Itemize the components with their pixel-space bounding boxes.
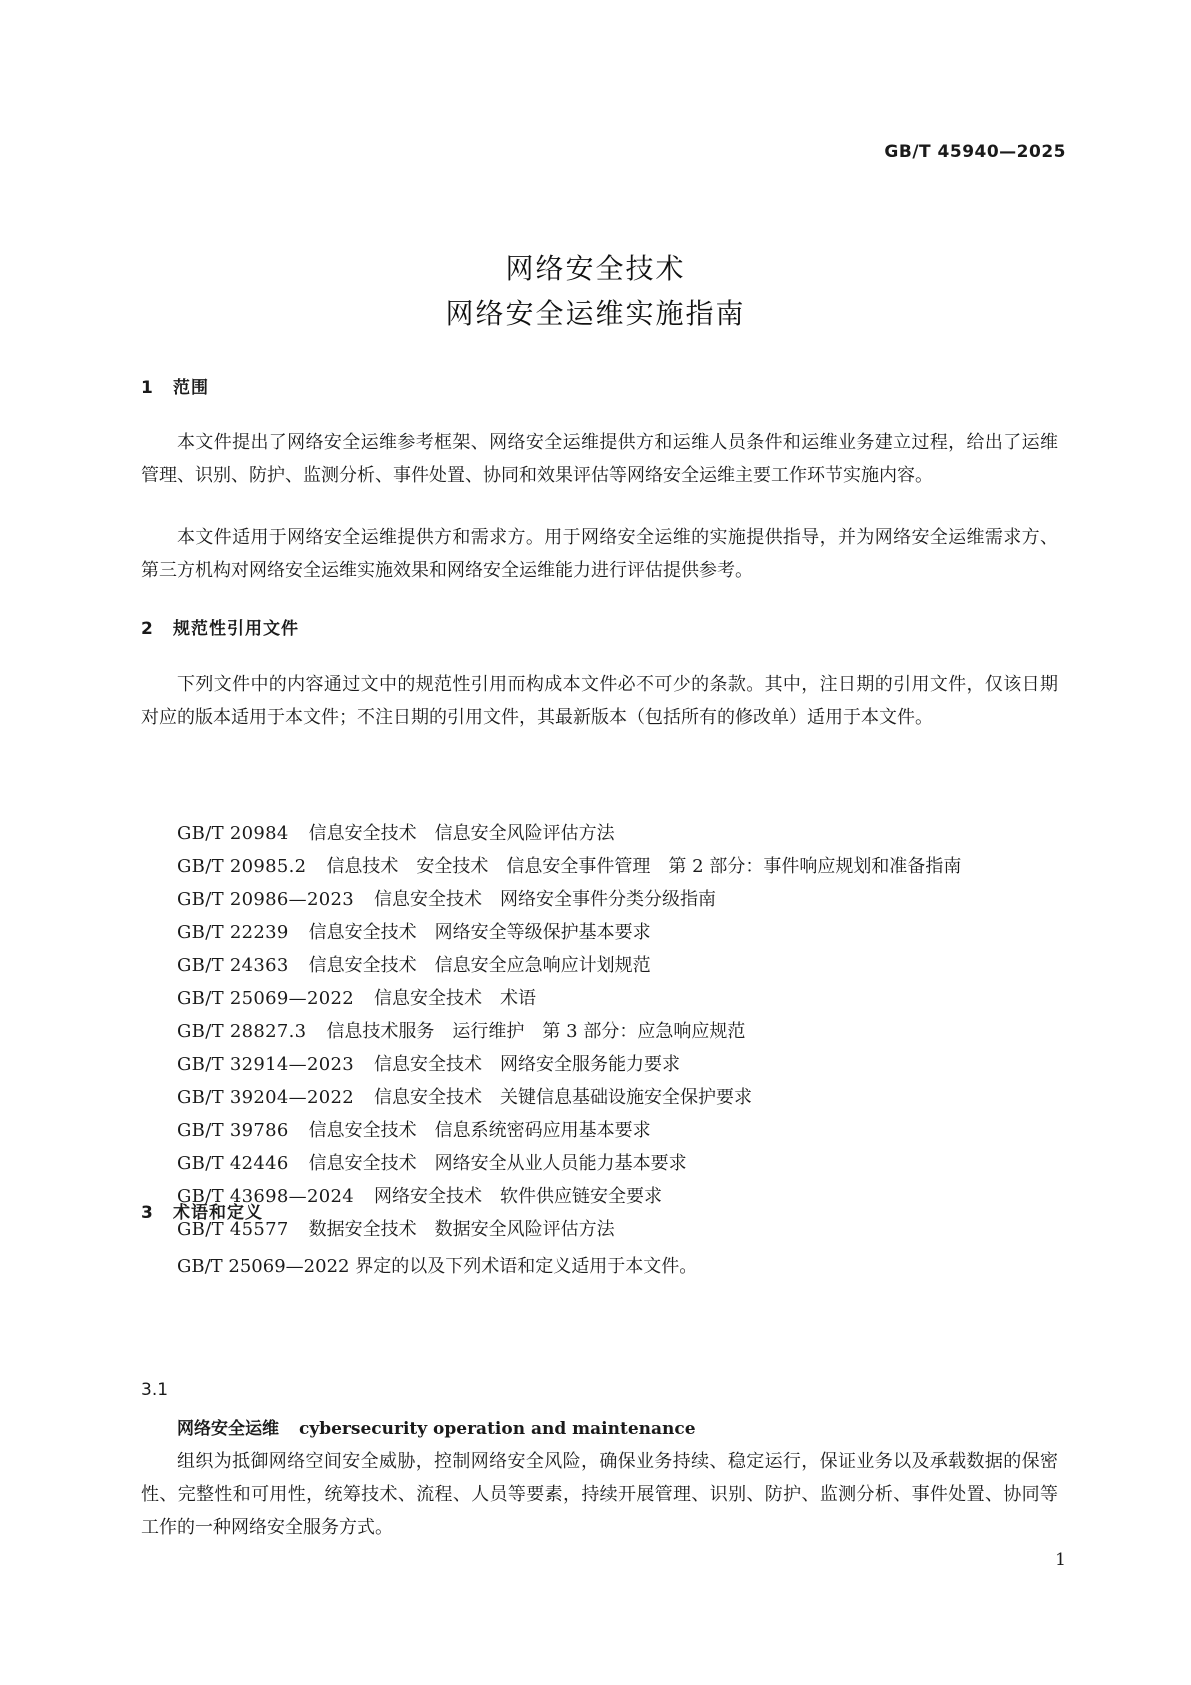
reference-code: GB/T 39786 xyxy=(177,1120,289,1141)
document-title-line-2: 网络安全运维实施指南 xyxy=(445,297,746,330)
reference-title: 信息技术服务 运行维护 第 3 部分：应急响应规范 xyxy=(326,1021,746,1042)
scope-paragraph-2: 本文件适用于网络安全运维提供方和需求方。用于网络安全运维的实施提供指导，并为网络安全运维需求方、第三方机构对网络安全运维实施效果和网络安全运维能力进行评估提供参考。 xyxy=(141,527,1058,581)
reference-code: GB/T 20985.2 xyxy=(177,856,307,877)
section-number: 1 xyxy=(141,378,154,398)
section-heading-scope xyxy=(141,373,209,398)
term-name-chinese: 网络安全运维 xyxy=(177,1419,279,1439)
reference-code: GB/T 39204—2022 xyxy=(177,1087,354,1108)
reference-item xyxy=(177,817,961,850)
reference-title: 网络安全技术 软件供应链安全要求 xyxy=(373,1186,662,1207)
reference-title: 信息安全技术 网络安全从业人员能力基本要求 xyxy=(308,1153,687,1174)
reference-code: GB/T 22239 xyxy=(177,922,289,943)
term-number: 3.1 xyxy=(141,1380,169,1400)
section-number: 3 xyxy=(141,1203,154,1223)
reference-title: 信息安全技术 网络安全等级保护基本要求 xyxy=(308,922,651,943)
section-heading-normative-references xyxy=(141,614,299,639)
reference-title: 信息安全技术 术语 xyxy=(373,988,536,1009)
scope-paragraph-1: 本文件提出了网络安全运维参考框架、网络安全运维提供方和运维人员条件和运维业务建立过程，给出了运维管理、识别、防护、监测分析、事件处置、协同和效果评估等网络安全运维主要工作环节实施内容。 xyxy=(141,432,1058,486)
term-name xyxy=(177,1414,696,1439)
normative-intro-paragraph: 下列文件中的内容通过文中的规范性引用而构成本文件必不可少的条款。其中，注日期的引用文件，仅该日期对应的版本适用于本文件；不注日期的引用文件，其最新版本（包括所有的修改单）适用于本文件。 xyxy=(141,674,1058,728)
reference-code: GB/T 20984 xyxy=(177,823,289,844)
terms-intro-paragraph: GB/T 25069—2022 界定的以及下列术语和定义适用于本文件。 xyxy=(177,1256,698,1277)
section-title: 范围 xyxy=(173,378,209,398)
reference-code: GB/T 45577 xyxy=(177,1219,289,1240)
reference-item xyxy=(177,982,961,1015)
reference-code: GB/T 24363 xyxy=(177,955,289,976)
reference-code: GB/T 20986—2023 xyxy=(177,889,354,910)
reference-title: 信息安全技术 信息安全风险评估方法 xyxy=(308,823,615,844)
reference-list xyxy=(177,817,961,1246)
reference-item xyxy=(177,949,961,982)
reference-title: 信息安全技术 信息安全应急响应计划规范 xyxy=(308,955,651,976)
page-number: 1 xyxy=(1055,1550,1066,1570)
term-name-english: cybersecurity operation and maintenance xyxy=(299,1419,696,1439)
reference-title: 数据安全技术 数据安全风险评估方法 xyxy=(308,1219,615,1240)
reference-code: GB/T 32914—2023 xyxy=(177,1054,354,1075)
section-title: 规范性引用文件 xyxy=(173,619,299,639)
reference-title: 信息安全技术 网络安全服务能力要求 xyxy=(373,1054,680,1075)
reference-item xyxy=(177,916,961,949)
reference-item xyxy=(177,1213,961,1246)
reference-item xyxy=(177,1048,961,1081)
document-title-line-1: 网络安全技术 xyxy=(505,252,686,285)
reference-item xyxy=(177,1114,961,1147)
reference-title: 信息安全技术 网络安全事件分类分级指南 xyxy=(373,889,716,910)
reference-title: 信息技术 安全技术 信息安全事件管理 第 2 部分：事件响应规划和准备指南 xyxy=(326,856,962,877)
reference-code: GB/T 42446 xyxy=(177,1153,289,1174)
reference-code: GB/T 28827.3 xyxy=(177,1021,307,1042)
reference-title: 信息安全技术 信息系统密码应用基本要求 xyxy=(308,1120,651,1141)
reference-item xyxy=(177,883,961,916)
reference-item xyxy=(177,1180,961,1213)
reference-code: GB/T 43698—2024 xyxy=(177,1186,354,1207)
reference-item xyxy=(177,1081,961,1114)
reference-item xyxy=(177,850,961,883)
reference-item xyxy=(177,1147,961,1180)
section-heading-terms-and-definitions xyxy=(141,1198,263,1223)
reference-item xyxy=(177,1015,961,1048)
standard-number: GB/T 45940—2025 xyxy=(884,142,1066,162)
reference-title: 信息安全技术 关键信息基础设施安全保护要求 xyxy=(373,1087,752,1108)
section-number: 2 xyxy=(141,619,154,639)
term-definition: 组织为抵御网络空间安全威胁，控制网络安全风险，确保业务持续、稳定运行，保证业务以及承载数据的保密性、完整性和可用性，统筹技术、流程、人员等要素，持续开展管理、识别、防护、监测分析、事件处置、协同等工作的一种网络安全服务方式。 xyxy=(141,1451,1058,1538)
reference-code: GB/T 25069—2022 xyxy=(177,988,354,1009)
section-title: 术语和定义 xyxy=(173,1203,263,1223)
